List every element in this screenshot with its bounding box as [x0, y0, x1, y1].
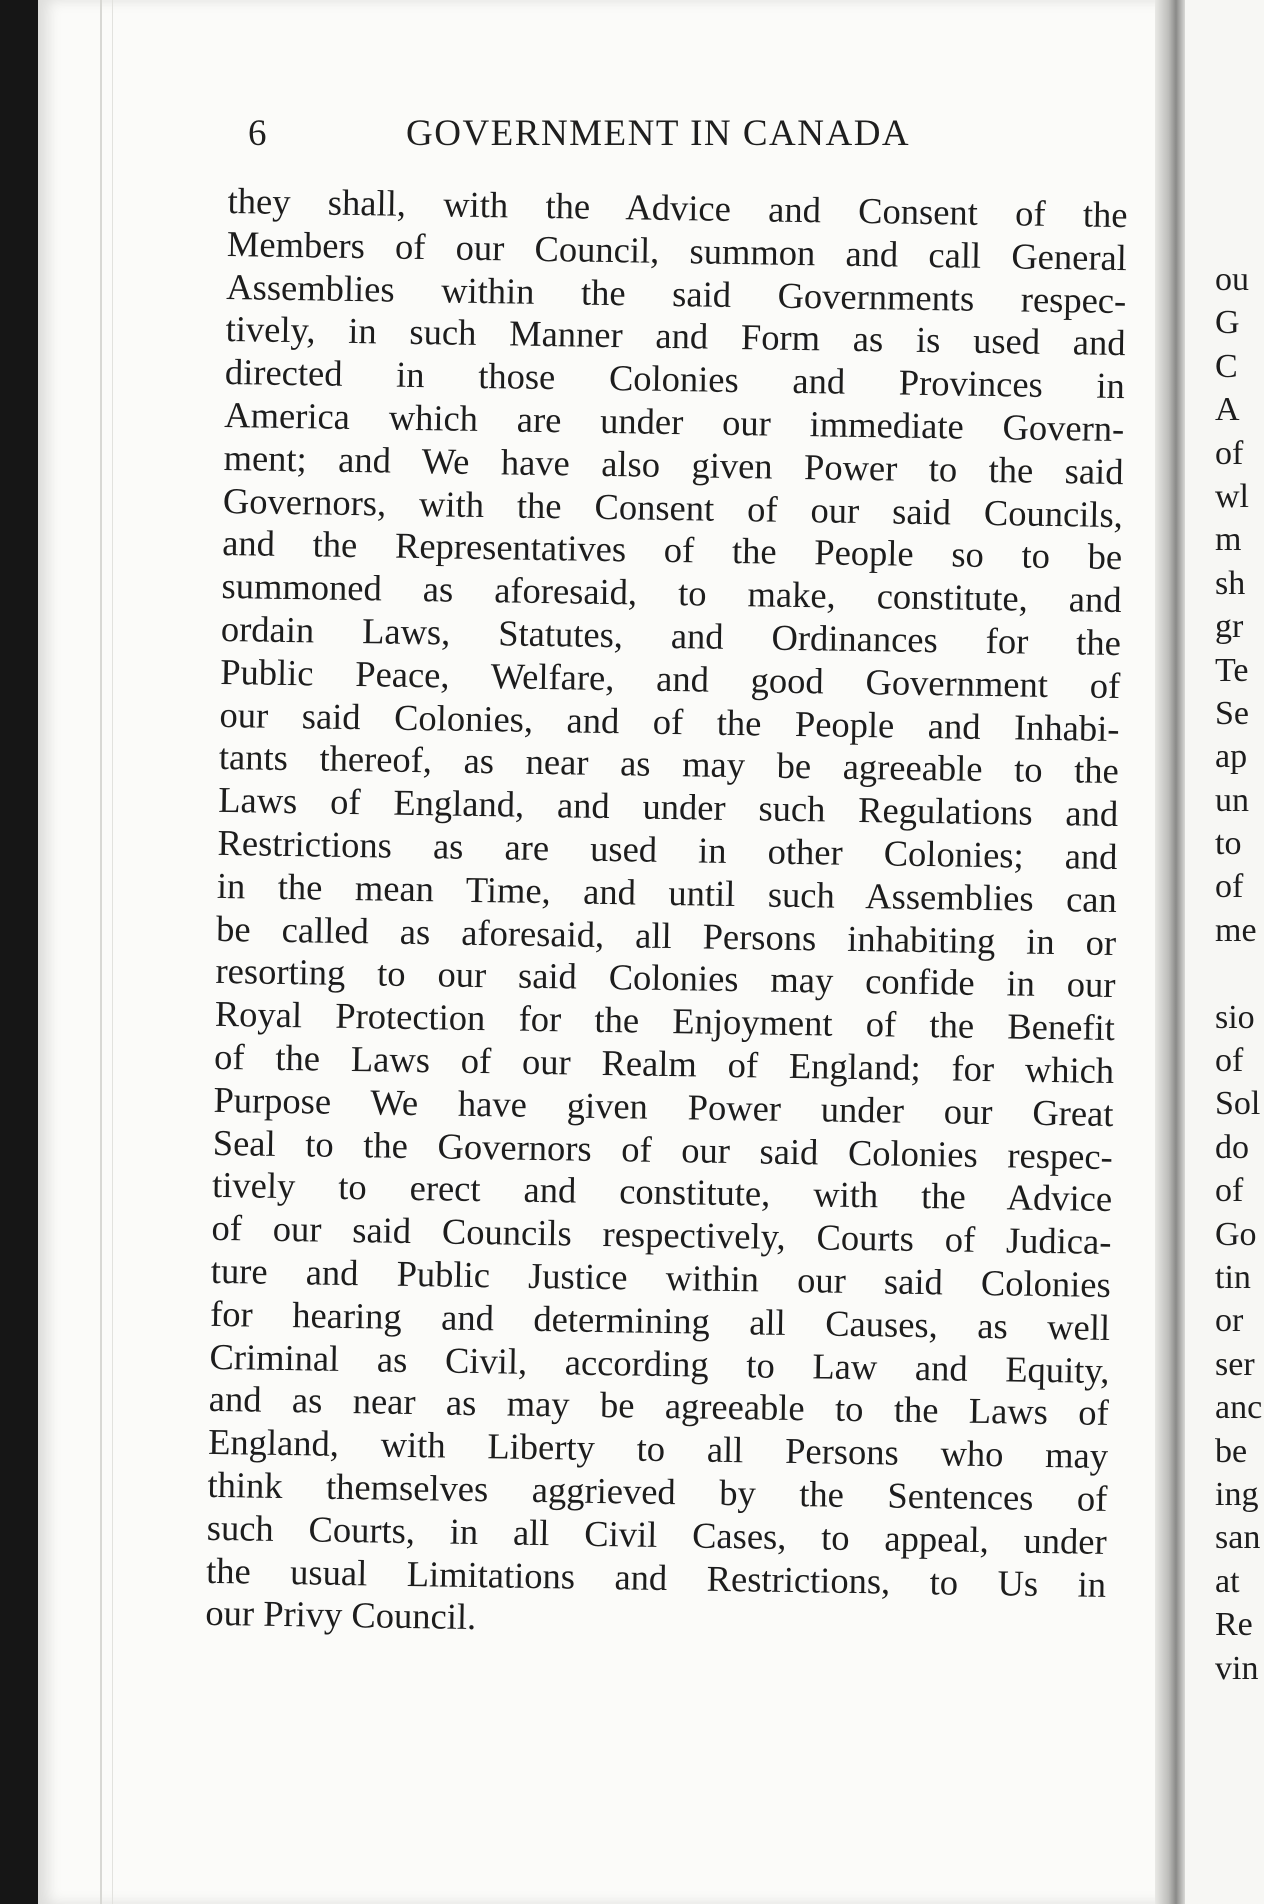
text-line: such Courts, in all Civil Cases, to appeal, under — [206, 1506, 1108, 1562]
text-line: Criminal as Civil, according to Law and Equity, — [209, 1335, 1110, 1391]
fragment-line: wl — [1215, 477, 1249, 515]
fragment-line: Se — [1215, 694, 1249, 732]
text-line: ment; and We have also given Power to the said — [223, 436, 1124, 492]
text-line: in the mean Time, and until such Assemblies can — [216, 864, 1118, 920]
fragment-line: of — [1215, 1042, 1244, 1080]
fragment-line: un — [1215, 781, 1249, 819]
fragment-line: ing — [1215, 1475, 1259, 1513]
fragment-line: Te — [1215, 651, 1249, 689]
facing-page — [1185, 0, 1264, 1904]
page-edge-lines — [100, 0, 113, 1904]
fragment-line: vin — [1215, 1649, 1259, 1687]
fragment-line: me — [1215, 911, 1257, 949]
text-line: ture and Public Justice within our said Colonies — [210, 1249, 1112, 1305]
text-line: Governors, with the Consent of our said Councils, — [222, 479, 1124, 535]
fragment-line: C — [1215, 347, 1238, 385]
fragment-line: Sol — [1215, 1085, 1261, 1123]
fragment-line: san — [1215, 1519, 1261, 1557]
text-line: directed in those Colonies and Provinces in — [224, 351, 1126, 407]
text-line: they shall, with the Advice and Consent of the — [227, 180, 1128, 236]
running-head — [248, 112, 988, 158]
text-line: Seal to the Governors of our said Colonies respec- — [212, 1121, 1114, 1177]
fragment-line: Re — [1215, 1606, 1253, 1644]
text-line: tively, in such Manner and Form as is used and — [225, 308, 1126, 364]
fragment-line: ser — [1215, 1345, 1255, 1383]
fragment-line: ou — [1215, 261, 1249, 298]
text-line: resorting to our said Colonies may confide in our — [215, 950, 1116, 1006]
text-line: Public Peace, Welfare, and good Government of — [219, 650, 1121, 706]
text-line: summoned as aforesaid, to make, constitute, and — [221, 565, 1122, 621]
text-line: the usual Limitations and Restrictions, to Us in — [205, 1549, 1107, 1605]
left-page — [38, 0, 1170, 1904]
text-line: Royal Protection for the Enjoyment of the Benefit — [214, 993, 1116, 1049]
running-title: GOVERNMENT IN CANADA — [406, 113, 911, 154]
fragment-line: or — [1215, 1302, 1244, 1340]
fragment-line: anc — [1215, 1389, 1263, 1427]
text-line: Assemblies within the said Governments respec- — [226, 265, 1127, 321]
text-line: and the Representatives of the People so to be — [221, 522, 1123, 578]
text-line: ordain Laws, Statutes, and Ordinances for the — [220, 607, 1122, 664]
text-line: Restrictions as are used in other Colonies; and — [217, 821, 1118, 878]
fragment-line: be — [1215, 1432, 1248, 1470]
fragment-line: sio — [1215, 998, 1255, 1036]
fragment-line: of — [1215, 1172, 1244, 1210]
fragment-line: Go — [1215, 1215, 1257, 1253]
text-line: tants thereof, as near as may be agreeable to the — [218, 736, 1120, 792]
fragment-line: tin — [1215, 1258, 1251, 1296]
fragment-line: A — [1215, 391, 1240, 429]
text-line: our Privy Council. — [205, 1592, 477, 1638]
facing-page-fragments — [1215, 258, 1264, 1690]
paragraph-gap — [1215, 952, 1264, 995]
text-line: of the Laws of our Realm of England; for which — [213, 1035, 1115, 1091]
text-line: be called as aforesaid, all Persons inhabiting in or — [215, 907, 1117, 963]
fragment-line: G — [1215, 304, 1240, 342]
text-line: Purpose We have given Power under our Great — [213, 1078, 1114, 1134]
text-line: England, with Liberty to all Persons who may — [207, 1420, 1109, 1477]
text-line: and as near as may be agreeable to the Laws of — [208, 1378, 1110, 1434]
page-number: 6 — [248, 113, 268, 154]
fragment-line: of — [1215, 434, 1244, 472]
book-gutter — [1155, 0, 1185, 1904]
text-line: tively to erect and constitute, with the Advice — [211, 1164, 1113, 1220]
fragment-line: of — [1215, 868, 1244, 906]
text-line: for hearing and determining all Causes, as well — [209, 1292, 1111, 1348]
fragment-line: m — [1215, 521, 1242, 559]
fragment-line: do — [1215, 1128, 1249, 1166]
fragment-line: at — [1215, 1562, 1240, 1600]
fragment-line: gr — [1215, 608, 1244, 646]
text-line: Members of our Council, summon and call General — [226, 222, 1128, 278]
text-line: America which are under our immediate Govern- — [223, 393, 1125, 450]
fragment-line: sh — [1215, 564, 1246, 602]
fragment-line: ap — [1215, 738, 1248, 776]
body-text — [205, 180, 1128, 1649]
text-line: of our said Councils respectively, Courts of Judica- — [211, 1206, 1112, 1263]
text-line: our said Colonies, and of the People and Inhabi- — [219, 693, 1120, 749]
text-line: Laws of England, and under such Regulations and — [217, 779, 1119, 835]
text-line: think themselves aggrieved by the Sentences of — [207, 1463, 1108, 1519]
fragment-line: to — [1215, 825, 1242, 863]
